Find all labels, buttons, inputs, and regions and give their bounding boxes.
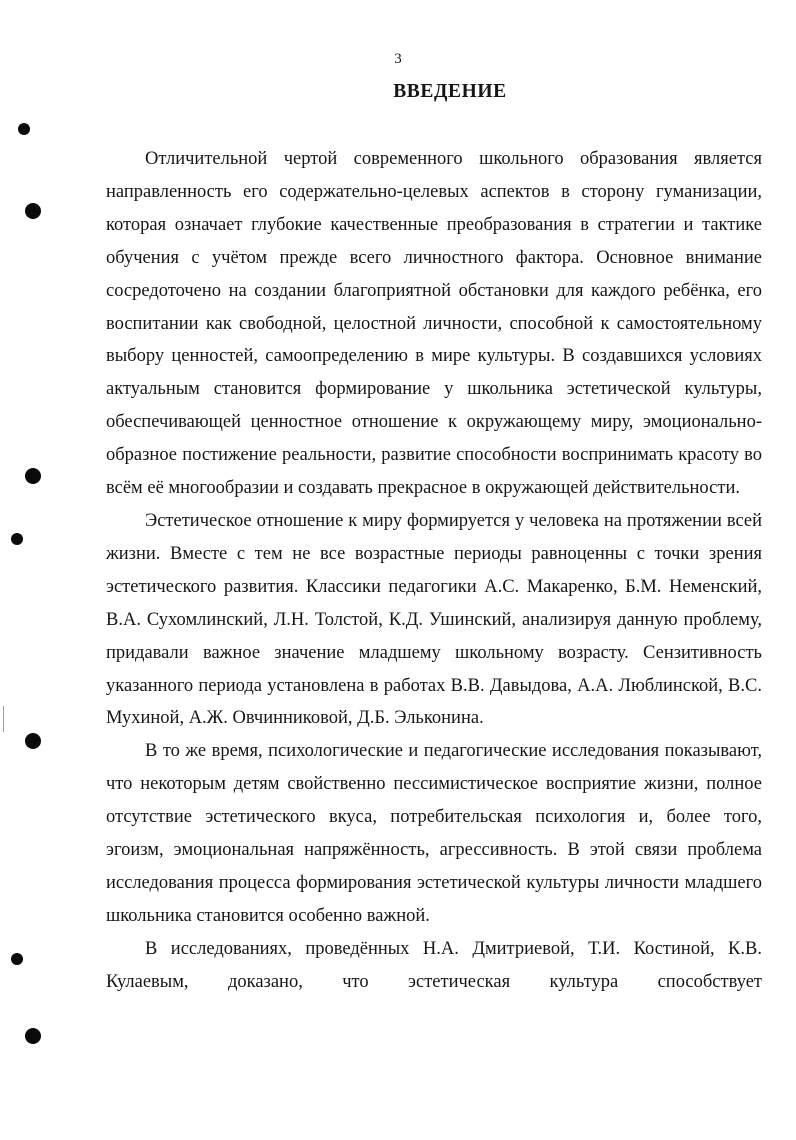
scan-mark [3,706,4,732]
paragraph: Эстетическое отношение к миру формируется у человека на протяжении всей жизни. Вместе с тем не все возрастные периоды равноценны с точки зрения эстетического развития. Классики педагогики А.С. Макаренко, Б.М. Неменский, В.А. Сухомлинский, Л.Н. Толстой, К.Д. Ушинский, анализируя данную проблему, придавали важное значение младшему школьному возрасту. Сензитивность указанного периода установлена в работах В.В. Давыдова, А.А. Люблинской, В.С. Мухиной, А.Ж. Овчинниковой, Д.Б. Эльконина. [106,510,762,729]
punch-hole [11,953,23,965]
page-number: 3 [394,51,402,67]
punch-hole [18,123,30,135]
punch-hole [25,1028,41,1044]
page-title: ВВЕДЕНИЕ [393,81,507,102]
document-body [106,143,762,999]
punch-hole [25,203,41,219]
paragraph: В исследованиях, проведённых Н.А. Дмитриевой, Т.И. Костиной, К.В. Кулаевым, доказано, что эстетическая культура способствует [106,938,762,992]
punch-hole [25,468,41,484]
punch-hole [25,733,41,749]
punch-hole [11,533,23,545]
paragraph: В то же время, психологические и педагогические исследования показывают, что некоторым детям свойственно пессимистическое восприятие жизни, полное отсутствие эстетического вкуса, потребительская психология и, более того, эгоизм, эмоциональная напряжённость, агрессивность. В этой связи проблема исследования процесса формирования эстетической культуры личности младшего школьника становится особенно важной. [106,741,762,926]
paragraph: Отличительной чертой современного школьного образования является направленность его содержательно-целевых аспектов в сторону гуманизации, которая означает глубокие качественные преобразования в стратегии и тактике обучения с учётом прежде всего личностного фактора. Основное внимание сосредоточено на создании благоприятной обстановки для каждого ребёнка, его воспитании как свободной, целостной личности, способной к самостоятельному выбору ценностей, самоопределению в мире культуры. В создавшихся условиях актуальным становится формирование у школьника эстетической культуры, обеспечивающей ценностное отношение к окружающему миру, эмоционально-образное постижение реальности, развитие способности воспринимать красоту во всём её многообразии и создавать прекрасное в окружающей действительности. [106,149,762,499]
